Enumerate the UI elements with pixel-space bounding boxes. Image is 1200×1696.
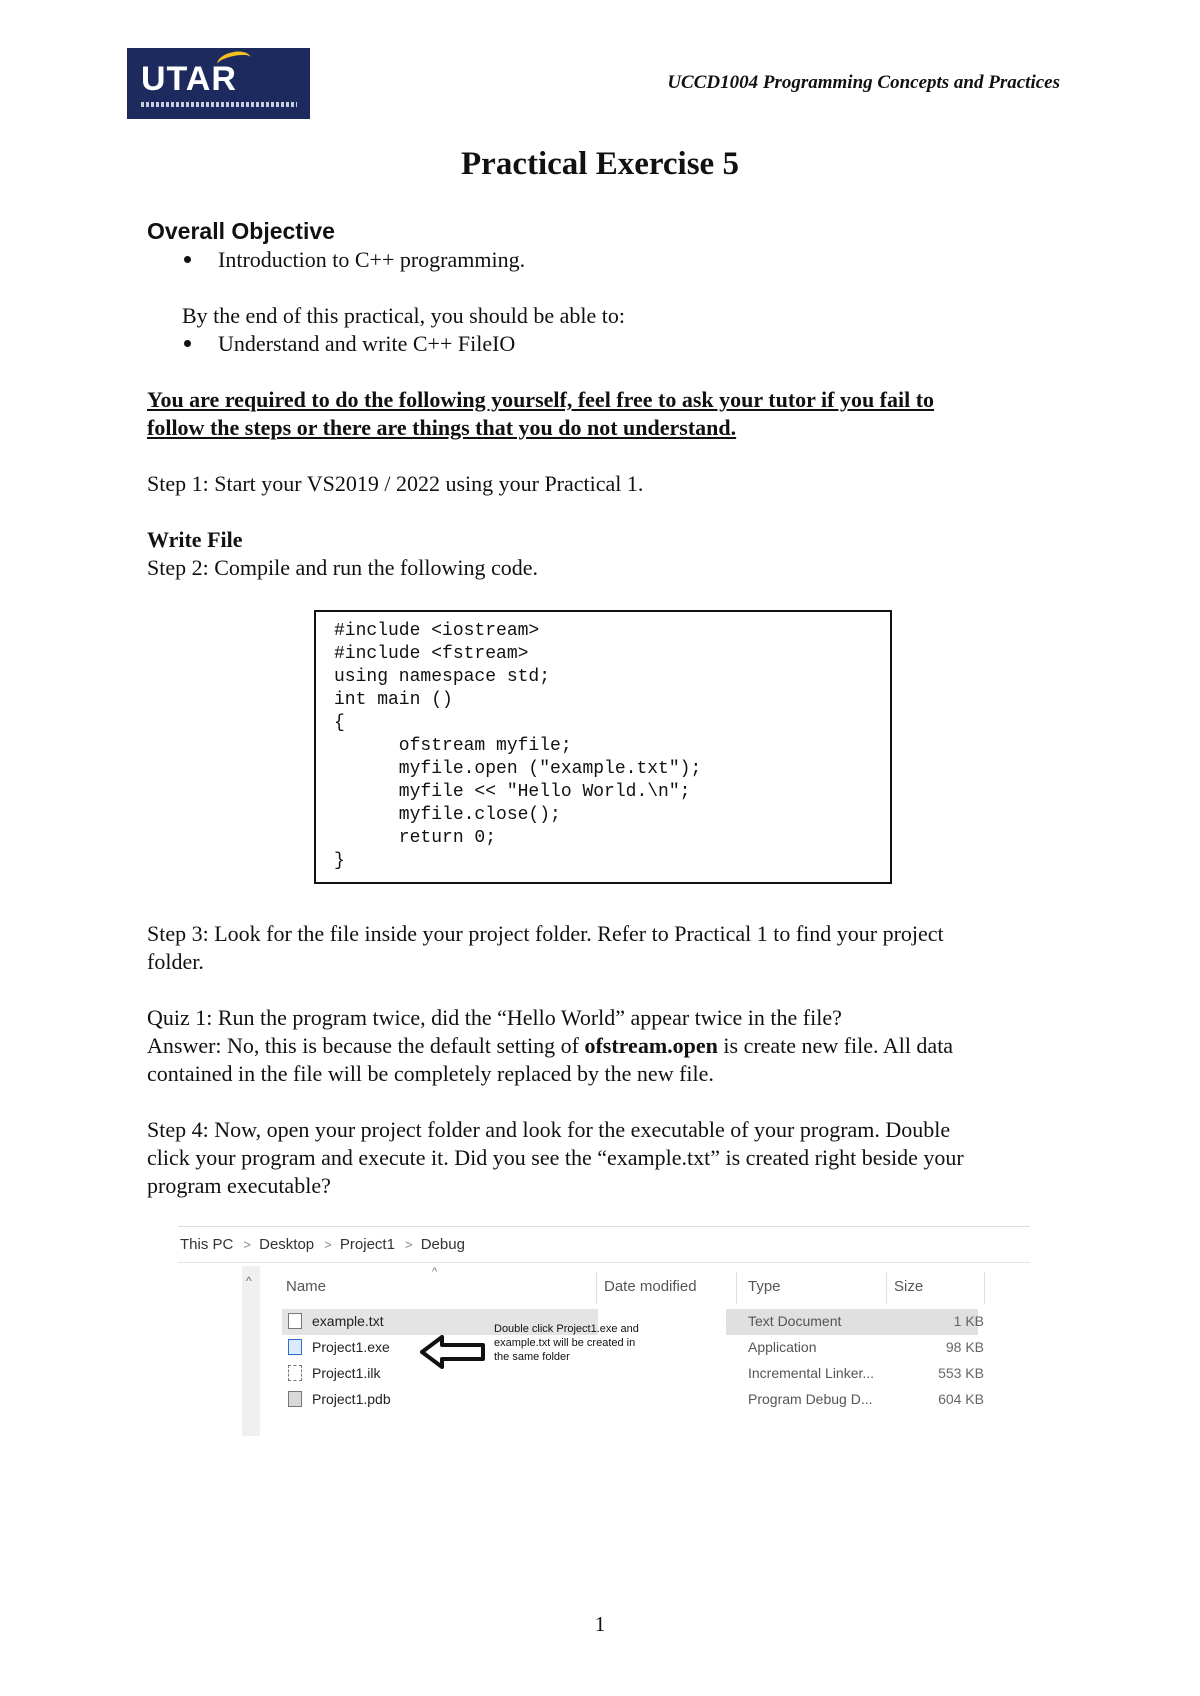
column-divider[interactable] xyxy=(736,1272,737,1304)
answer-keyword: ofstream.open xyxy=(584,1033,718,1058)
logo-tagline xyxy=(141,102,297,107)
file-size: 604 KB xyxy=(938,1391,984,1407)
quiz-1-answer-line-2: contained in the file will be completely replaced by the new file. xyxy=(147,1061,714,1086)
code-listing: #include <iostream> #include <fstream> using namespace std; int main () { ofstream myfile; myfile.open ("example.txt"); myfile << "Hello World.\n"; myfile.close(); return 0; } xyxy=(334,621,702,871)
notice-line-1: You are required to do the following yourself, feel free to ask your tutor if you fail to xyxy=(147,387,935,412)
application-icon xyxy=(288,1339,302,1355)
file-name: Project1.exe xyxy=(312,1339,390,1355)
text-file-icon xyxy=(288,1313,302,1329)
logo-text: UTAR xyxy=(141,60,237,98)
breadcrumb-item[interactable]: Desktop xyxy=(259,1236,315,1253)
sort-arrow-icon: ^ xyxy=(432,1266,438,1278)
breadcrumb-item[interactable]: Debug xyxy=(420,1236,465,1253)
file-type: Incremental Linker... xyxy=(748,1365,875,1381)
code-box xyxy=(314,610,892,884)
objective-heading: Overall Objective xyxy=(147,218,335,244)
linker-file-icon xyxy=(288,1365,302,1381)
breadcrumb-item[interactable]: This PC xyxy=(180,1236,234,1253)
step-1: Step 1: Start your VS2019 / 2022 using your Practical 1. xyxy=(147,471,644,496)
step-3-line-1: Step 3: Look for the file inside your project folder. Refer to Practical 1 to find your project xyxy=(147,921,944,946)
file-type: Program Debug D... xyxy=(748,1391,873,1407)
chevron-right-icon: > xyxy=(404,1237,413,1252)
objective-lead: By the end of this practical, you should be able to: xyxy=(182,303,625,328)
quiz-1-answer xyxy=(147,1032,953,1060)
file-row[interactable] xyxy=(282,1361,996,1387)
navigation-pane[interactable] xyxy=(242,1266,260,1436)
quiz-1-question: Quiz 1: Run the program twice, did the “Hello World” appear twice in the file? xyxy=(147,1005,842,1030)
utar-logo xyxy=(127,48,310,119)
notice-line-2: follow the steps or there are things that you do not understand. xyxy=(147,415,737,440)
chevron-up-icon[interactable]: ^ xyxy=(246,1274,252,1288)
answer-text-post: is create new file. All data xyxy=(717,1033,954,1058)
step-4-line-1: Step 4: Now, open your project folder and look for the executable of your program. Double xyxy=(147,1117,951,1142)
divider xyxy=(178,1226,1030,1227)
column-divider[interactable] xyxy=(886,1272,887,1304)
step-4-line-3: program executable? xyxy=(147,1173,331,1198)
divider xyxy=(178,1262,1030,1263)
file-name: example.txt xyxy=(312,1313,384,1329)
file-type: Application xyxy=(748,1339,817,1355)
page-number: 1 xyxy=(594,1612,606,1636)
file-row[interactable] xyxy=(282,1387,996,1413)
chevron-right-icon: > xyxy=(324,1237,332,1252)
breadcrumb-item[interactable]: Project1 xyxy=(339,1236,395,1253)
annotation-note: Double click Project1.exe and example.txt will be created in the same folder xyxy=(494,1323,639,1363)
course-title: UCCD1004 Programming Concepts and Practices xyxy=(667,72,1060,93)
bullet-icon xyxy=(184,340,191,347)
file-size: 1 KB xyxy=(953,1313,984,1329)
write-file-heading: Write File xyxy=(147,527,243,552)
file-type: Text Document xyxy=(748,1313,842,1329)
column-header-type[interactable]: Type xyxy=(748,1278,781,1295)
step-4-line-2: click your program and execute it. Did you see the “example.txt” is created right beside your xyxy=(147,1145,964,1170)
file-name: Project1.ilk xyxy=(312,1365,381,1381)
breadcrumb xyxy=(180,1236,469,1253)
chevron-right-icon: > xyxy=(243,1237,251,1252)
objective-bullet-1: Introduction to C++ programming. xyxy=(218,247,526,272)
file-size: 553 KB xyxy=(938,1365,984,1381)
file-size: 98 KB xyxy=(945,1339,984,1355)
column-header-date[interactable]: Date modified xyxy=(604,1278,697,1295)
objective-bullet-2: Understand and write C++ FileIO xyxy=(218,331,516,356)
file-name: Project1.pdb xyxy=(312,1391,391,1407)
column-divider[interactable] xyxy=(984,1272,985,1304)
answer-text-pre: Answer: No, this is because the default setting of xyxy=(147,1033,585,1058)
column-header-size[interactable]: Size xyxy=(894,1278,924,1295)
page-title: Practical Exercise 5 xyxy=(461,146,739,182)
debug-file-icon xyxy=(288,1391,302,1407)
column-header-name[interactable]: Name xyxy=(286,1278,327,1295)
column-divider[interactable] xyxy=(596,1272,597,1304)
step-3-line-2: folder. xyxy=(147,949,204,974)
bullet-icon xyxy=(184,256,191,263)
step-2: Step 2: Compile and run the following code. xyxy=(147,555,539,580)
left-arrow-icon xyxy=(420,1334,486,1370)
